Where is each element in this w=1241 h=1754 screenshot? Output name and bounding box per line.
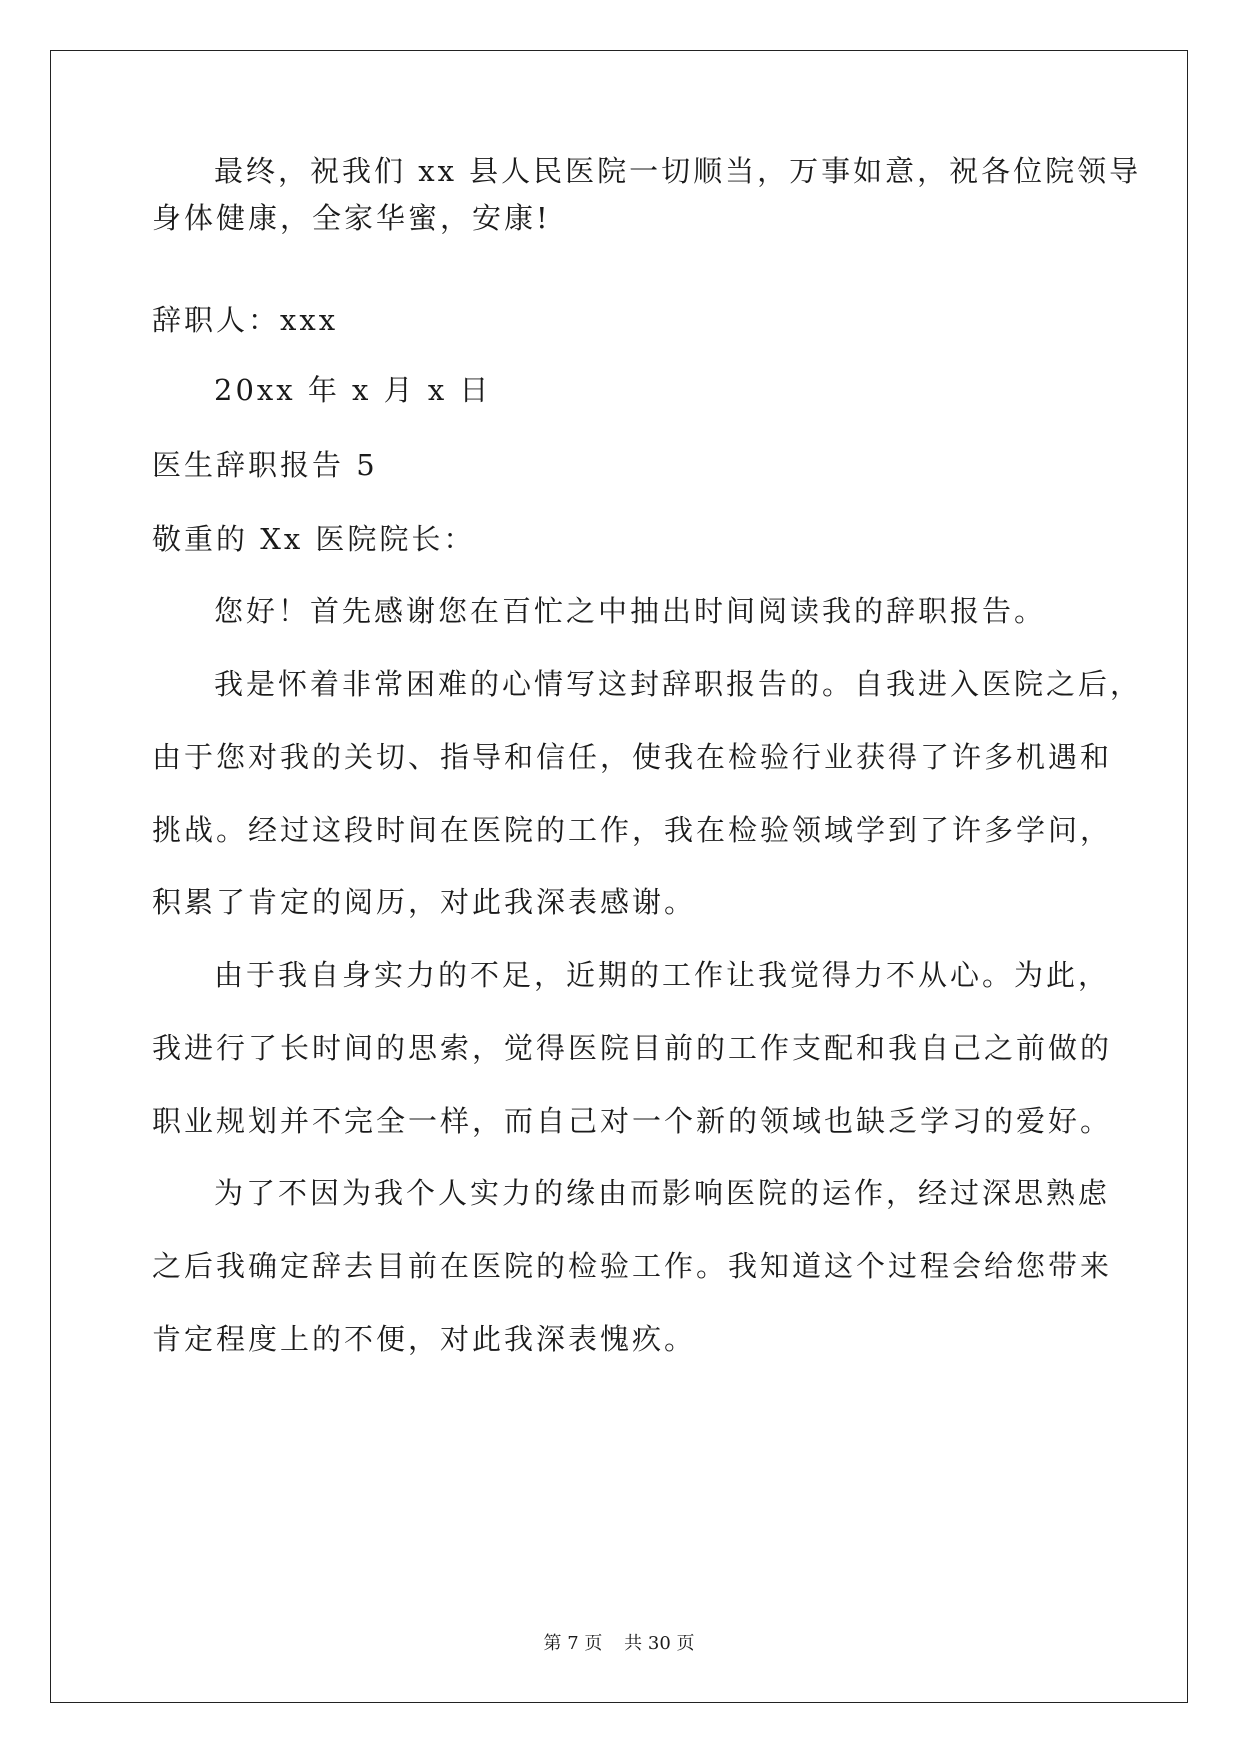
text-line: 身体健康，全家华蜜，安康!	[152, 201, 551, 235]
text-line: 由于您对我的关切、指导和信任，使我在检验行业获得了许多机遇和	[152, 740, 1113, 774]
document-page	[50, 50, 1188, 1703]
page-number: 第 7 页	[543, 1633, 603, 1654]
signer-line: 辞职人：xxx	[152, 303, 339, 337]
text-line: 由于我自身实力的不足，近期的工作让我觉得力不从心。为此，	[214, 958, 1111, 992]
text-line: 为了不因为我个人实力的缘由而影响医院的运作，经过深思熟虑	[214, 1176, 1111, 1210]
text-line: 我是怀着非常困难的心情写这封辞职报告的。自我进入医院之后，	[214, 667, 1143, 701]
text-line: 最终，祝我们 xx 县人民医院一切顺当，万事如意，祝各位院领导	[214, 154, 1142, 188]
page-footer	[51, 1629, 1187, 1655]
salutation: 敬重的 Xx 医院院长：	[152, 522, 476, 556]
text-line: 之后我确定辞去目前在医院的检验工作。我知道这个过程会给您带来	[152, 1249, 1113, 1283]
text-line: 积累了肯定的阅历，对此我深表感谢。	[152, 885, 697, 919]
section-title: 医生辞职报告 5	[152, 448, 378, 482]
text-line: 挑战。经过这段时间在医院的工作，我在检验领域学到了许多学问，	[152, 813, 1113, 847]
text-line: 我进行了长时间的思索，觉得医院目前的工作支配和我自己之前做的	[152, 1031, 1113, 1065]
text-line: 肯定程度上的不便，对此我深表愧疚。	[152, 1322, 697, 1356]
date-line: 20xx 年 x 月 x 日	[214, 373, 492, 407]
text-line: 职业规划并不完全一样，而自己对一个新的领域也缺乏学习的爱好。	[152, 1104, 1113, 1138]
text-line: 您好！首先感谢您在百忙之中抽出时间阅读我的辞职报告。	[214, 594, 1047, 628]
page-total: 共 30 页	[624, 1633, 695, 1654]
